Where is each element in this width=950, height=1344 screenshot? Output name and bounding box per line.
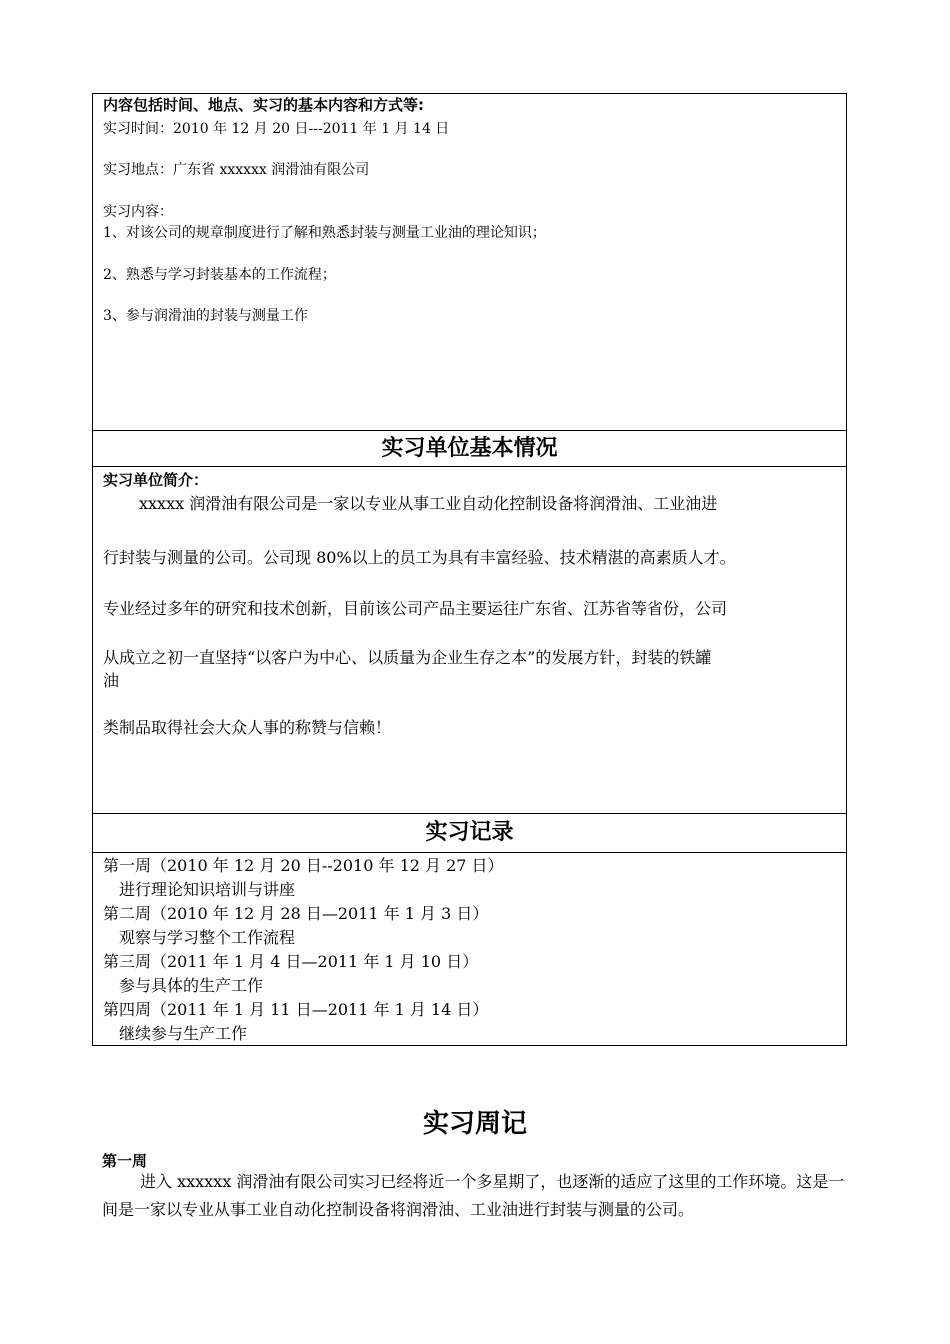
- week-label: 第一周（2010 年 12 月 20 日--2010 年 12 月 27 日）: [103, 856, 504, 875]
- week-task: 进行理论知识培训与讲座: [119, 880, 296, 899]
- company-info-title: 实习单位基本情况: [92, 430, 847, 467]
- week-task: 继续参与生产工作: [119, 1024, 248, 1043]
- company-intro-cell: [92, 466, 847, 814]
- intro-line: xxxxx 润滑油有限公司是一家以专业从事工业自动化控制设备将润滑油、工业油进: [139, 494, 718, 513]
- content-item: 1、对该公司的规章制度进行了解和熟悉封装与测量工业油的理论知识；: [103, 225, 546, 241]
- week-label: 第四周（2011 年 1 月 11 日—2011 年 1 月 14 日）: [103, 1000, 489, 1019]
- week-task: 观察与学习整个工作流程: [119, 928, 296, 947]
- internship-record-cell: [92, 852, 847, 1046]
- section-heading: 内容包括时间、地点、实习的基本内容和方式等:: [103, 96, 425, 114]
- company-intro-heading: 实习单位简介：: [103, 471, 209, 489]
- weekly-journal-title: 实习周记: [422, 1109, 527, 1139]
- intro-line: 油: [103, 671, 120, 690]
- internship-record-title: 实习记录: [92, 813, 847, 853]
- internship-time: 实习时间：2010 年 12 月 20 日---2011 年 1 月 14 日: [103, 121, 450, 137]
- week-task: 参与具体的生产工作: [119, 976, 264, 995]
- week-label: 第二周（2010 年 12 月 28 日—2011 年 1 月 3 日）: [103, 904, 489, 923]
- content-label: 实习内容：: [103, 204, 173, 220]
- content-item: 3、参与润滑油的封装与测量工作: [103, 308, 308, 324]
- week-label: 第三周（2011 年 1 月 4 日—2011 年 1 月 10 日）: [103, 952, 479, 971]
- intro-line: 类制品取得社会大众人事的称赞与信赖！: [103, 718, 392, 737]
- intro-line: 行封装与测量的公司。公司现 80%以上的员工为具有丰富经验、技术精湛的高素质人才。: [103, 548, 736, 567]
- internship-basic-info-cell: [92, 93, 847, 431]
- intro-line: 专业经过多年的研究和技术创新，目前该公司产品主要运往广东省、江苏省等省份，公司: [103, 599, 728, 618]
- internship-place: 实习地点：广东省 xxxxxx 润滑油有限公司: [103, 162, 370, 178]
- intro-line: 从成立之初一直坚持“以客户为中心、以质量为企业生存之本”的发展方针，封装的铁罐: [103, 648, 712, 667]
- week-one-paragraph: 进入 xxxxxx 润滑油有限公司实习已经将近一个多星期了，也逐渐的适应了这里的工作环境。这是一间是一家以专业从事工业自动化控制设备将润滑油、工业油进行封装与测量的公司。: [102, 1172, 845, 1219]
- content-item: 2、熟悉与学习封装基本的工作流程；: [103, 267, 336, 283]
- week-one-heading: 第一周: [102, 1152, 148, 1170]
